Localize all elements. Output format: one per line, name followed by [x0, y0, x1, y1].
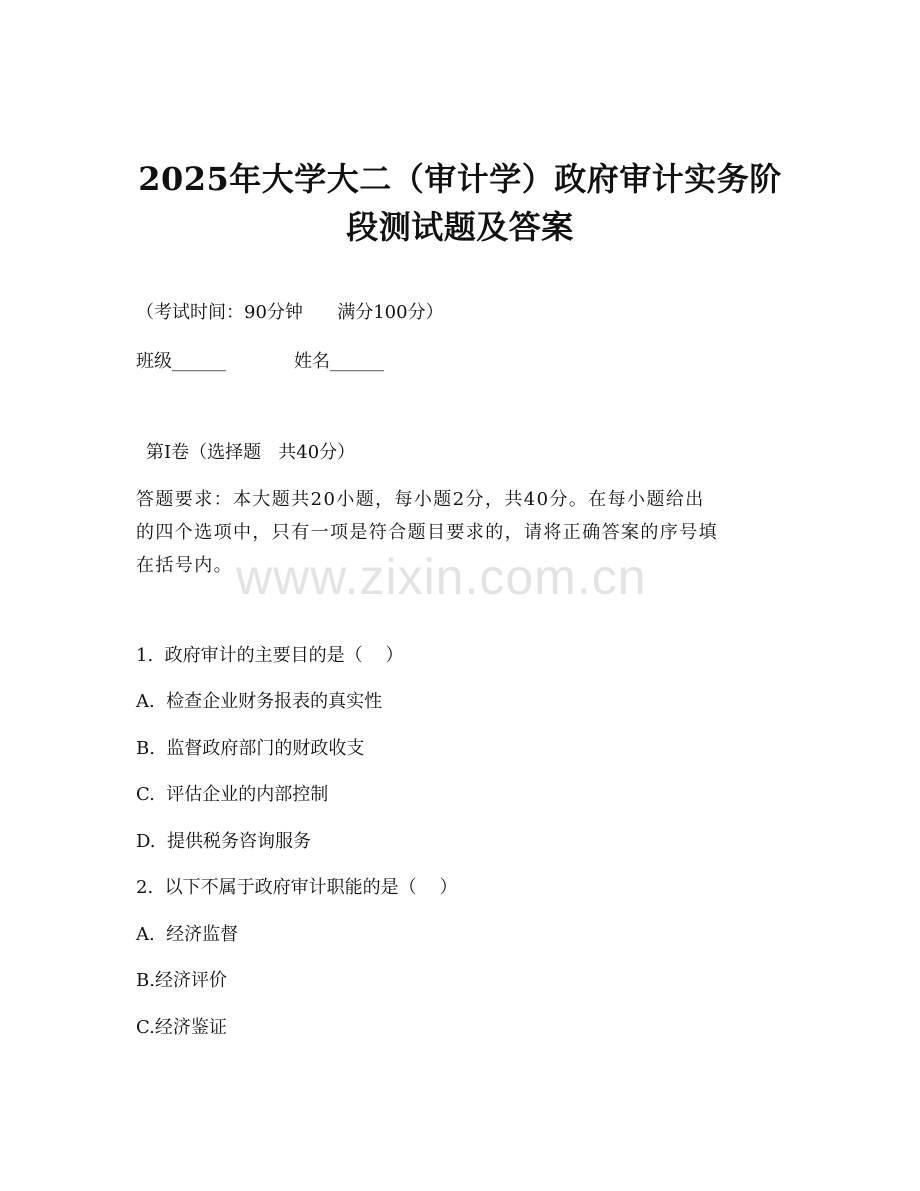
watermark: www.zixin.com.cn: [236, 549, 647, 605]
question-2-option-c: C.经济鉴证: [136, 1017, 227, 1038]
name-field-label: 姓名______: [294, 351, 384, 372]
instructions-line-2: 的四个选项中，只有一项是符合题目要求的，请将正确答案的序号填: [136, 522, 718, 543]
question-1-option-a: A. 检查企业财务报表的真实性: [136, 691, 383, 712]
question-1-option-d: D. 提供税务咨询服务: [136, 831, 311, 852]
question-2-option-b: B.经济评价: [136, 970, 227, 991]
question-1-stem: 1. 政府审计的主要目的是（ ）: [136, 645, 404, 666]
question-1-option-c: C. 评估企业的内部控制: [136, 784, 329, 805]
instructions-line-1: 答题要求：本大题共20小题，每小题2分，共40分。在每小题给出: [136, 489, 705, 510]
document-title-line-1: 2025年大学大二（审计学）政府审计实务阶: [138, 160, 782, 198]
instructions: [136, 486, 786, 580]
question-2-option-a: A. 经济监督: [136, 924, 239, 945]
section-title: 第Ⅰ卷（选择题 共40分）: [146, 442, 356, 463]
instructions-line-3: 在括号内。: [136, 555, 233, 576]
question-1-option-b: B. 监督政府部门的财政收支: [136, 738, 365, 759]
class-field-label: 班级______: [136, 351, 226, 372]
document-title-line-2: 段测试题及答案: [346, 208, 574, 246]
exam-info: （考试时间：90分钟 满分100分）: [136, 302, 444, 323]
question-2-stem: 2. 以下不属于政府审计职能的是（ ）: [136, 877, 458, 898]
